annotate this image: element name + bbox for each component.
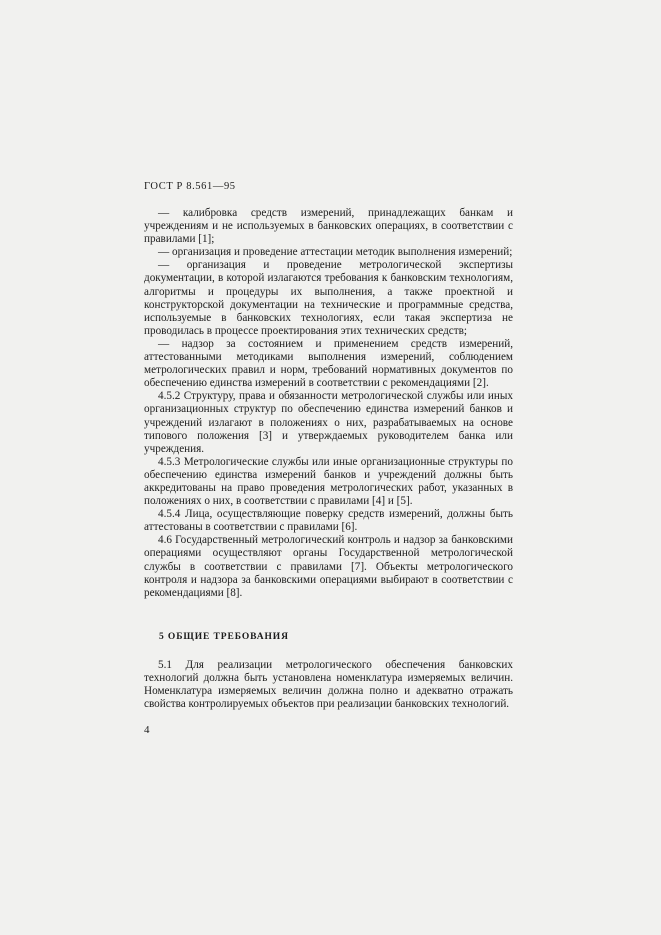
document-header: ГОСТ Р 8.561—95 bbox=[144, 181, 236, 192]
page-number: 4 bbox=[144, 724, 150, 736]
paragraph-5-1: 5.1 Для реализации метрологического обеспечения банковских технологий должна быть установлена номенклатура измеряемых величин. Номенклатура измеряемых величин должна полно и адекватно отражать свойства контролируемых объектов при реализации банковских технологий. bbox=[144, 659, 513, 711]
paragraph-4-5-3: 4.5.3 Метрологические службы или иные организационные структуры по обеспечению единства измерений банков и учреждений должны быть аккредитованы на право проведения метрологических работ, указанных в положениях о них, в соответствии с правилами [4] и [5]. bbox=[144, 455, 513, 508]
paragraph-4-6: 4.6 Государственный метрологический контроль и надзор за банковскими операциями осуществляют органы Государственной метрологической службы в соответствии с правилами [7]. Объекты метрологического контроля и надзора за банковскими операциями выбирают в соответствии с рекомендациями [8]. bbox=[144, 534, 513, 599]
paragraph-expertise: — организация и проведение метрологической экспертизы документации, в которой излагаются требования к банковским технологиям, алгоритмы и процедуры их выполнения, а также проектной и конструкторской документации на технические и программные средства, используемые в банковских технологиях, если такая экспертиза не проводилась в процессе проектирования этих технических средств; bbox=[144, 259, 513, 337]
section-heading: 5 ОБЩИЕ ТРЕБОВАНИЯ bbox=[159, 632, 289, 642]
paragraph-4-5-2: 4.5.2 Структуру, права и обязанности метрологической службы или иных организационных структур по обеспечению единства измерений банков и учреждений излагают в положениях о них, разрабатываемых на основе типового положения [3] и утверждаемых руководителем банка или учреждения. bbox=[144, 390, 513, 455]
paragraph-4-5-4: 4.5.4 Лица, осуществляющие поверку средств измерений, должны быть аттестованы в соответствии с правилами [6]. bbox=[144, 508, 513, 534]
section-text bbox=[144, 659, 513, 711]
main-text bbox=[144, 207, 513, 600]
paragraph-calibration: — калибровка средств измерений, принадлежащих банкам и учреждениям и не используемых в банковских операциях, в соответствии с правилами [1]; bbox=[144, 207, 513, 246]
paragraph-attestation: — организация и проведение аттестации методик выполнения измерений; bbox=[158, 246, 513, 259]
paragraph-supervision: — надзор за состоянием и применением средств измерений, аттестованными методиками выполнения измерений, соблюдением метрологических правил и норм, требований нормативных документов по обеспечению единства измерений в соответствии с рекомендациями [2]. bbox=[144, 337, 513, 390]
